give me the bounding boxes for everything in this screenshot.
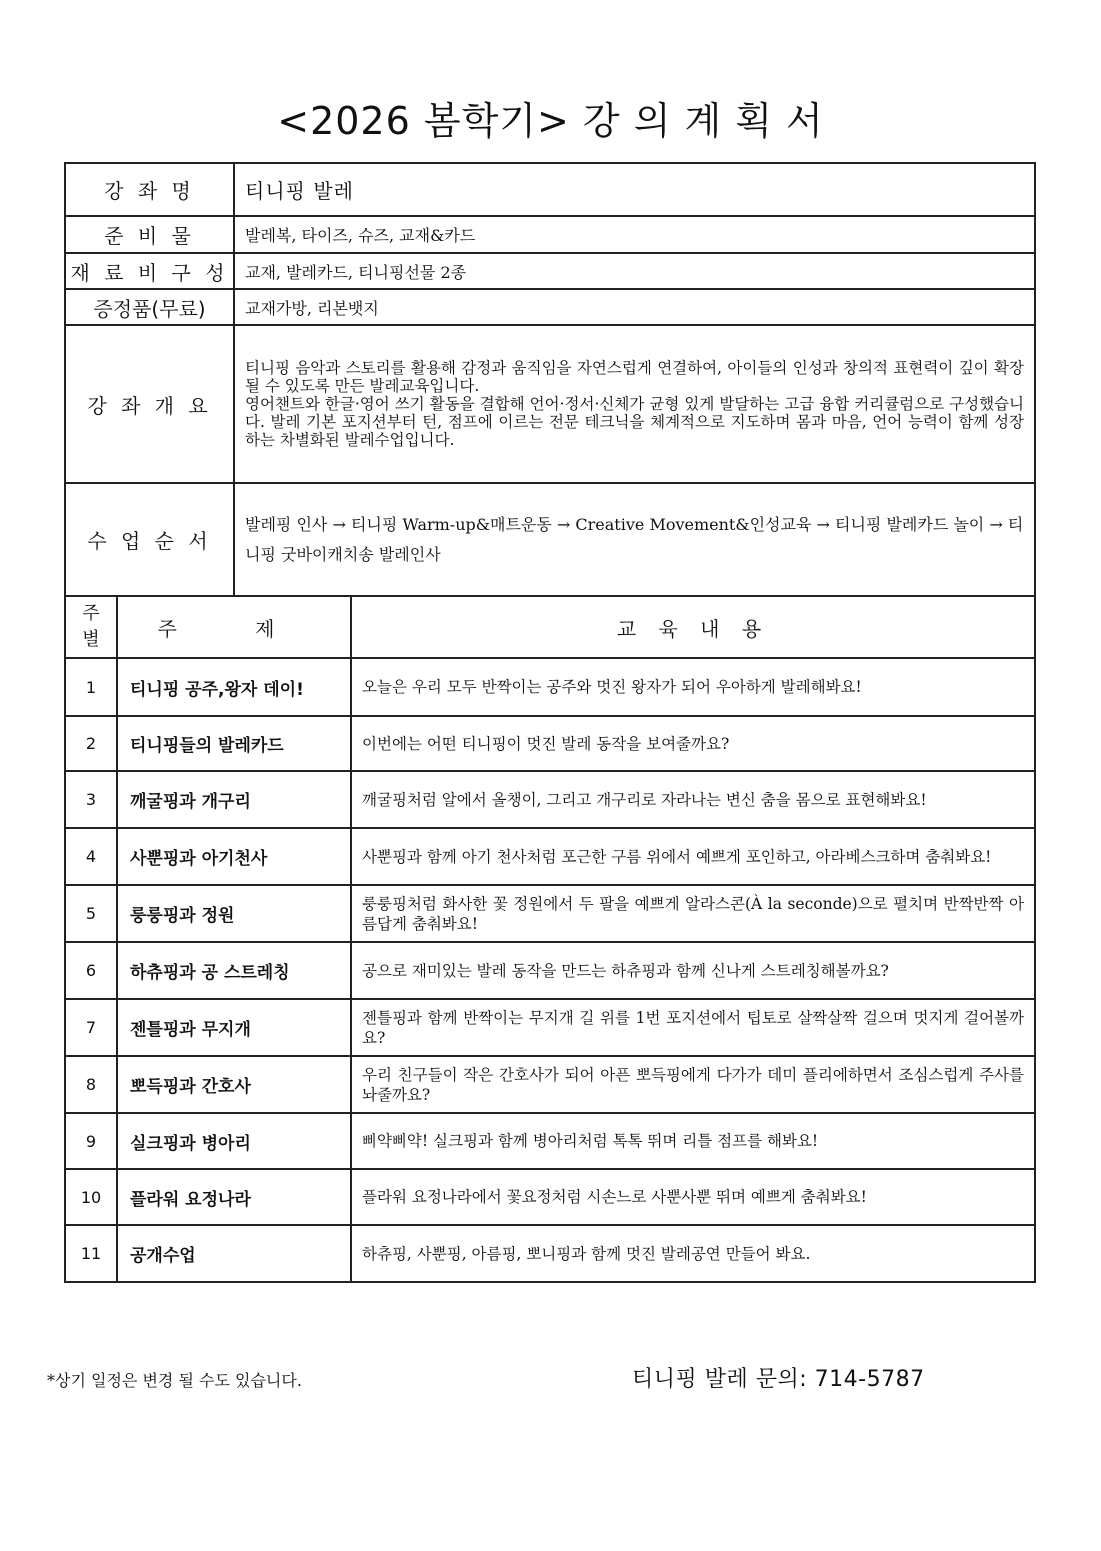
- materials-value: 발레복, 타이즈, 슈즈, 교재&카드: [234, 216, 1035, 253]
- table-row: [65, 716, 1035, 771]
- week-content: 젠틀핑과 함께 반짝이는 무지개 길 위를 1번 포지션에서 팁토로 살짝살짝 걸으며 멋지게 걸어볼까요?: [351, 999, 1035, 1056]
- week-topic: 젠틀핑과 무지개: [117, 999, 351, 1056]
- week-topic: 공개수업: [117, 1225, 351, 1282]
- week-topic: 사뿐핑과 아기천사: [117, 828, 351, 885]
- week-number: 3: [65, 771, 117, 828]
- course-name-value: 티니핑 발레: [234, 163, 1035, 216]
- week-number: 11: [65, 1225, 117, 1282]
- table-row: [65, 1056, 1035, 1113]
- schedule-note: *상기 일정은 변경 될 수도 있습니다.: [47, 1371, 302, 1390]
- week-topic: 깨굴핑과 개구리: [117, 771, 351, 828]
- week-topic: 티니핑들의 발레카드: [117, 716, 351, 771]
- page-title: <2026 봄학기> 강 의 계 획 서: [277, 99, 824, 143]
- materials-label: 준 비 물: [65, 216, 234, 253]
- order-row: [65, 483, 1035, 596]
- week-content: 깨굴핑처럼 알에서 올챙이, 그리고 개구리로 자라나는 변신 춤을 몸으로 표현해봐요!: [351, 771, 1035, 828]
- table-row: [65, 885, 1035, 942]
- week-content: 이번에는 어떤 티니핑이 멋진 발레 동작을 보여줄까요?: [351, 716, 1035, 771]
- week-content: 플라워 요정나라에서 꽃요정처럼 시손느로 사뿐사뿐 뛰며 예쁘게 춤춰봐요!: [351, 1169, 1035, 1225]
- table-row: [65, 658, 1035, 716]
- week-content: 룽룽핑처럼 화사한 꽃 정원에서 두 팔을 예쁘게 알라스콘(À la seconde)으로 펼치며 반짝반짝 아름답게 춤춰봐요!: [351, 885, 1035, 942]
- week-topic: 플라워 요정나라: [117, 1169, 351, 1225]
- topic-header: 주 제: [117, 596, 351, 658]
- week-topic: 하츄핑과 공 스트레칭: [117, 942, 351, 999]
- week-number: 9: [65, 1113, 117, 1169]
- week-number: 5: [65, 885, 117, 942]
- week-content: 하츄핑, 사뿐핑, 아름핑, 뽀니핑과 함께 멋진 발레공연 만들어 봐요.: [351, 1225, 1035, 1282]
- week-number: 10: [65, 1169, 117, 1225]
- table-row: [65, 999, 1035, 1056]
- overview-paragraph-1: 티니핑 음악과 스토리를 활용해 감정과 움직임을 자연스럽게 연결하여, 아이들의 인성과 창의적 표현력이 깊이 확장될 수 있도록 만든 발레교육입니다.: [245, 359, 1024, 395]
- fee-row: [65, 253, 1035, 289]
- week-number: 4: [65, 828, 117, 885]
- weekly-header-row: [65, 596, 1035, 658]
- table-row: [65, 771, 1035, 828]
- week-number: 7: [65, 999, 117, 1056]
- week-number: 6: [65, 942, 117, 999]
- table-row: [65, 828, 1035, 885]
- gift-label: 증정품(무료): [65, 289, 234, 325]
- fee-label: 재 료 비 구 성: [65, 253, 234, 289]
- week-topic: 티니핑 공주,왕자 데이!: [117, 658, 351, 716]
- materials-row: [65, 216, 1035, 253]
- week-content: 오늘은 우리 모두 반짝이는 공주와 멋진 왕자가 되어 우아하게 발레해봐요!: [351, 658, 1035, 716]
- week-number: 2: [65, 716, 117, 771]
- week-topic: 실크핑과 병아리: [117, 1113, 351, 1169]
- fee-value: 교재, 발레카드, 티니핑선물 2종: [234, 253, 1035, 289]
- overview-value: [234, 325, 1035, 483]
- overview-paragraph-2: 영어챈트와 한글·영어 쓰기 활동을 결합해 언어·정서·신체가 균형 있게 발달하는 고급 융합 커리큘럼으로 구성했습니다. 발레 기본 포지션부터 턴, 점프에 이르는 전문 테크닉을 체계적으로 지도하며 몸과 마음, 언어 능력이 함께 성장하는 차별화된 발레수업입니다.: [245, 395, 1024, 449]
- week-number: 8: [65, 1056, 117, 1113]
- week-topic: 룽룽핑과 정원: [117, 885, 351, 942]
- week-topic: 뽀득핑과 간호사: [117, 1056, 351, 1113]
- week-content: 삐약삐약! 실크핑과 함께 병아리처럼 톡톡 뛰며 리틀 점프를 해봐요!: [351, 1113, 1035, 1169]
- week-number: 1: [65, 658, 117, 716]
- course-name-label: 강 좌 명: [65, 163, 234, 216]
- table-row: [65, 1169, 1035, 1225]
- table-row: [65, 1225, 1035, 1282]
- content-header: 교 육 내 용: [351, 596, 1035, 658]
- week-header: 주 별: [65, 596, 117, 658]
- overview-label: 강 좌 개 요: [65, 325, 234, 483]
- overview-row: [65, 325, 1035, 483]
- course-info-table: [64, 162, 1036, 597]
- table-row: [65, 1113, 1035, 1169]
- order-value: 발레핑 인사 → 티니핑 Warm-up&매트운동 → Creative Movement&인성교육 → 티니핑 발레카드 놀이 → 티니핑 굿바이캐치송 발레인사: [234, 483, 1035, 596]
- weekly-plan-table: [64, 595, 1036, 1283]
- week-content: 우리 친구들이 작은 간호사가 되어 아픈 뽀득핑에게 다가가 데미 플리에하면서 조심스럽게 주사를 놔줄까요?: [351, 1056, 1035, 1113]
- table-row: [65, 942, 1035, 999]
- contact-info: 티니핑 발레 문의: 714-5787: [632, 1367, 925, 1392]
- week-content: 공으로 재미있는 발레 동작을 만드는 하츄핑과 함께 신나게 스트레칭해볼까요?: [351, 942, 1035, 999]
- gift-row: [65, 289, 1035, 325]
- course-name-row: [65, 163, 1035, 216]
- week-content: 사뿐핑과 함께 아기 천사처럼 포근한 구름 위에서 예쁘게 포인하고, 아라베스크하며 춤춰봐요!: [351, 828, 1035, 885]
- order-label: 수 업 순 서: [65, 483, 234, 596]
- gift-value: 교재가방, 리본뱃지: [234, 289, 1035, 325]
